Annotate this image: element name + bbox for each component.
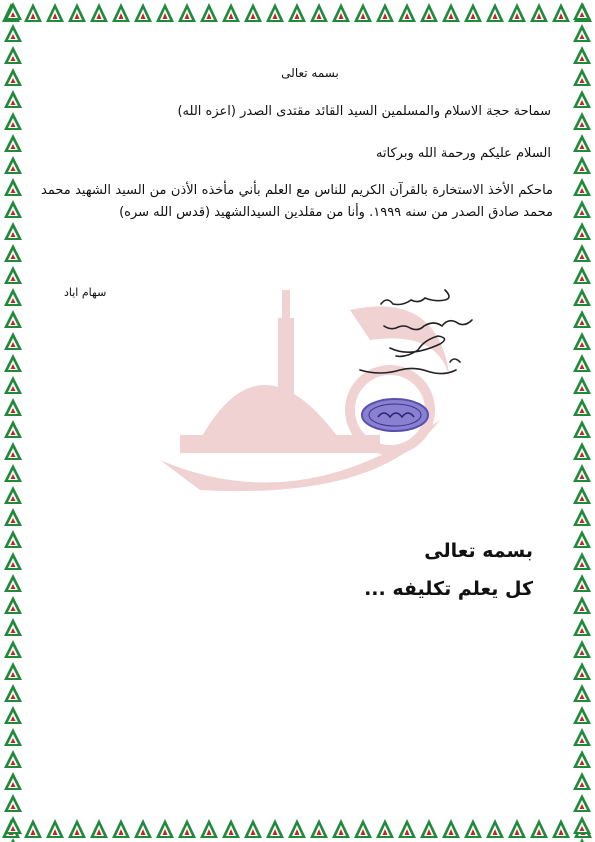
greeting-line: السلام عليكم ورحمة الله وبركاته bbox=[375, 146, 551, 161]
reply-line-1: بسمه تعالى bbox=[424, 540, 533, 562]
right-border bbox=[569, 0, 595, 842]
handwritten-signature bbox=[350, 278, 480, 393]
document-title: بسمه تعالى bbox=[281, 66, 339, 80]
seal-stamp bbox=[360, 397, 430, 433]
sender-name: سهام اياد bbox=[64, 286, 107, 299]
left-border bbox=[0, 0, 26, 842]
question-body: ماحكم الأخذ الاستخارة بالقرآن الكريم للناس مع العلم بأني مأخذه الأذن من السيد الشهيد محمد محمد صادق الصدر من سنه ١٩٩٩. وأنا من مقلدين السيدالشهيد (قدس الله سره) bbox=[41, 183, 553, 220]
top-border bbox=[0, 0, 595, 26]
addressee-line: سماحة حجة الاسلام والمسلمين السيد القائد مقتدى الصدر (اعزه الله) bbox=[177, 104, 551, 119]
bottom-border bbox=[0, 816, 595, 842]
reply-line-2: كل يعلم تكليفه ... bbox=[364, 578, 533, 600]
